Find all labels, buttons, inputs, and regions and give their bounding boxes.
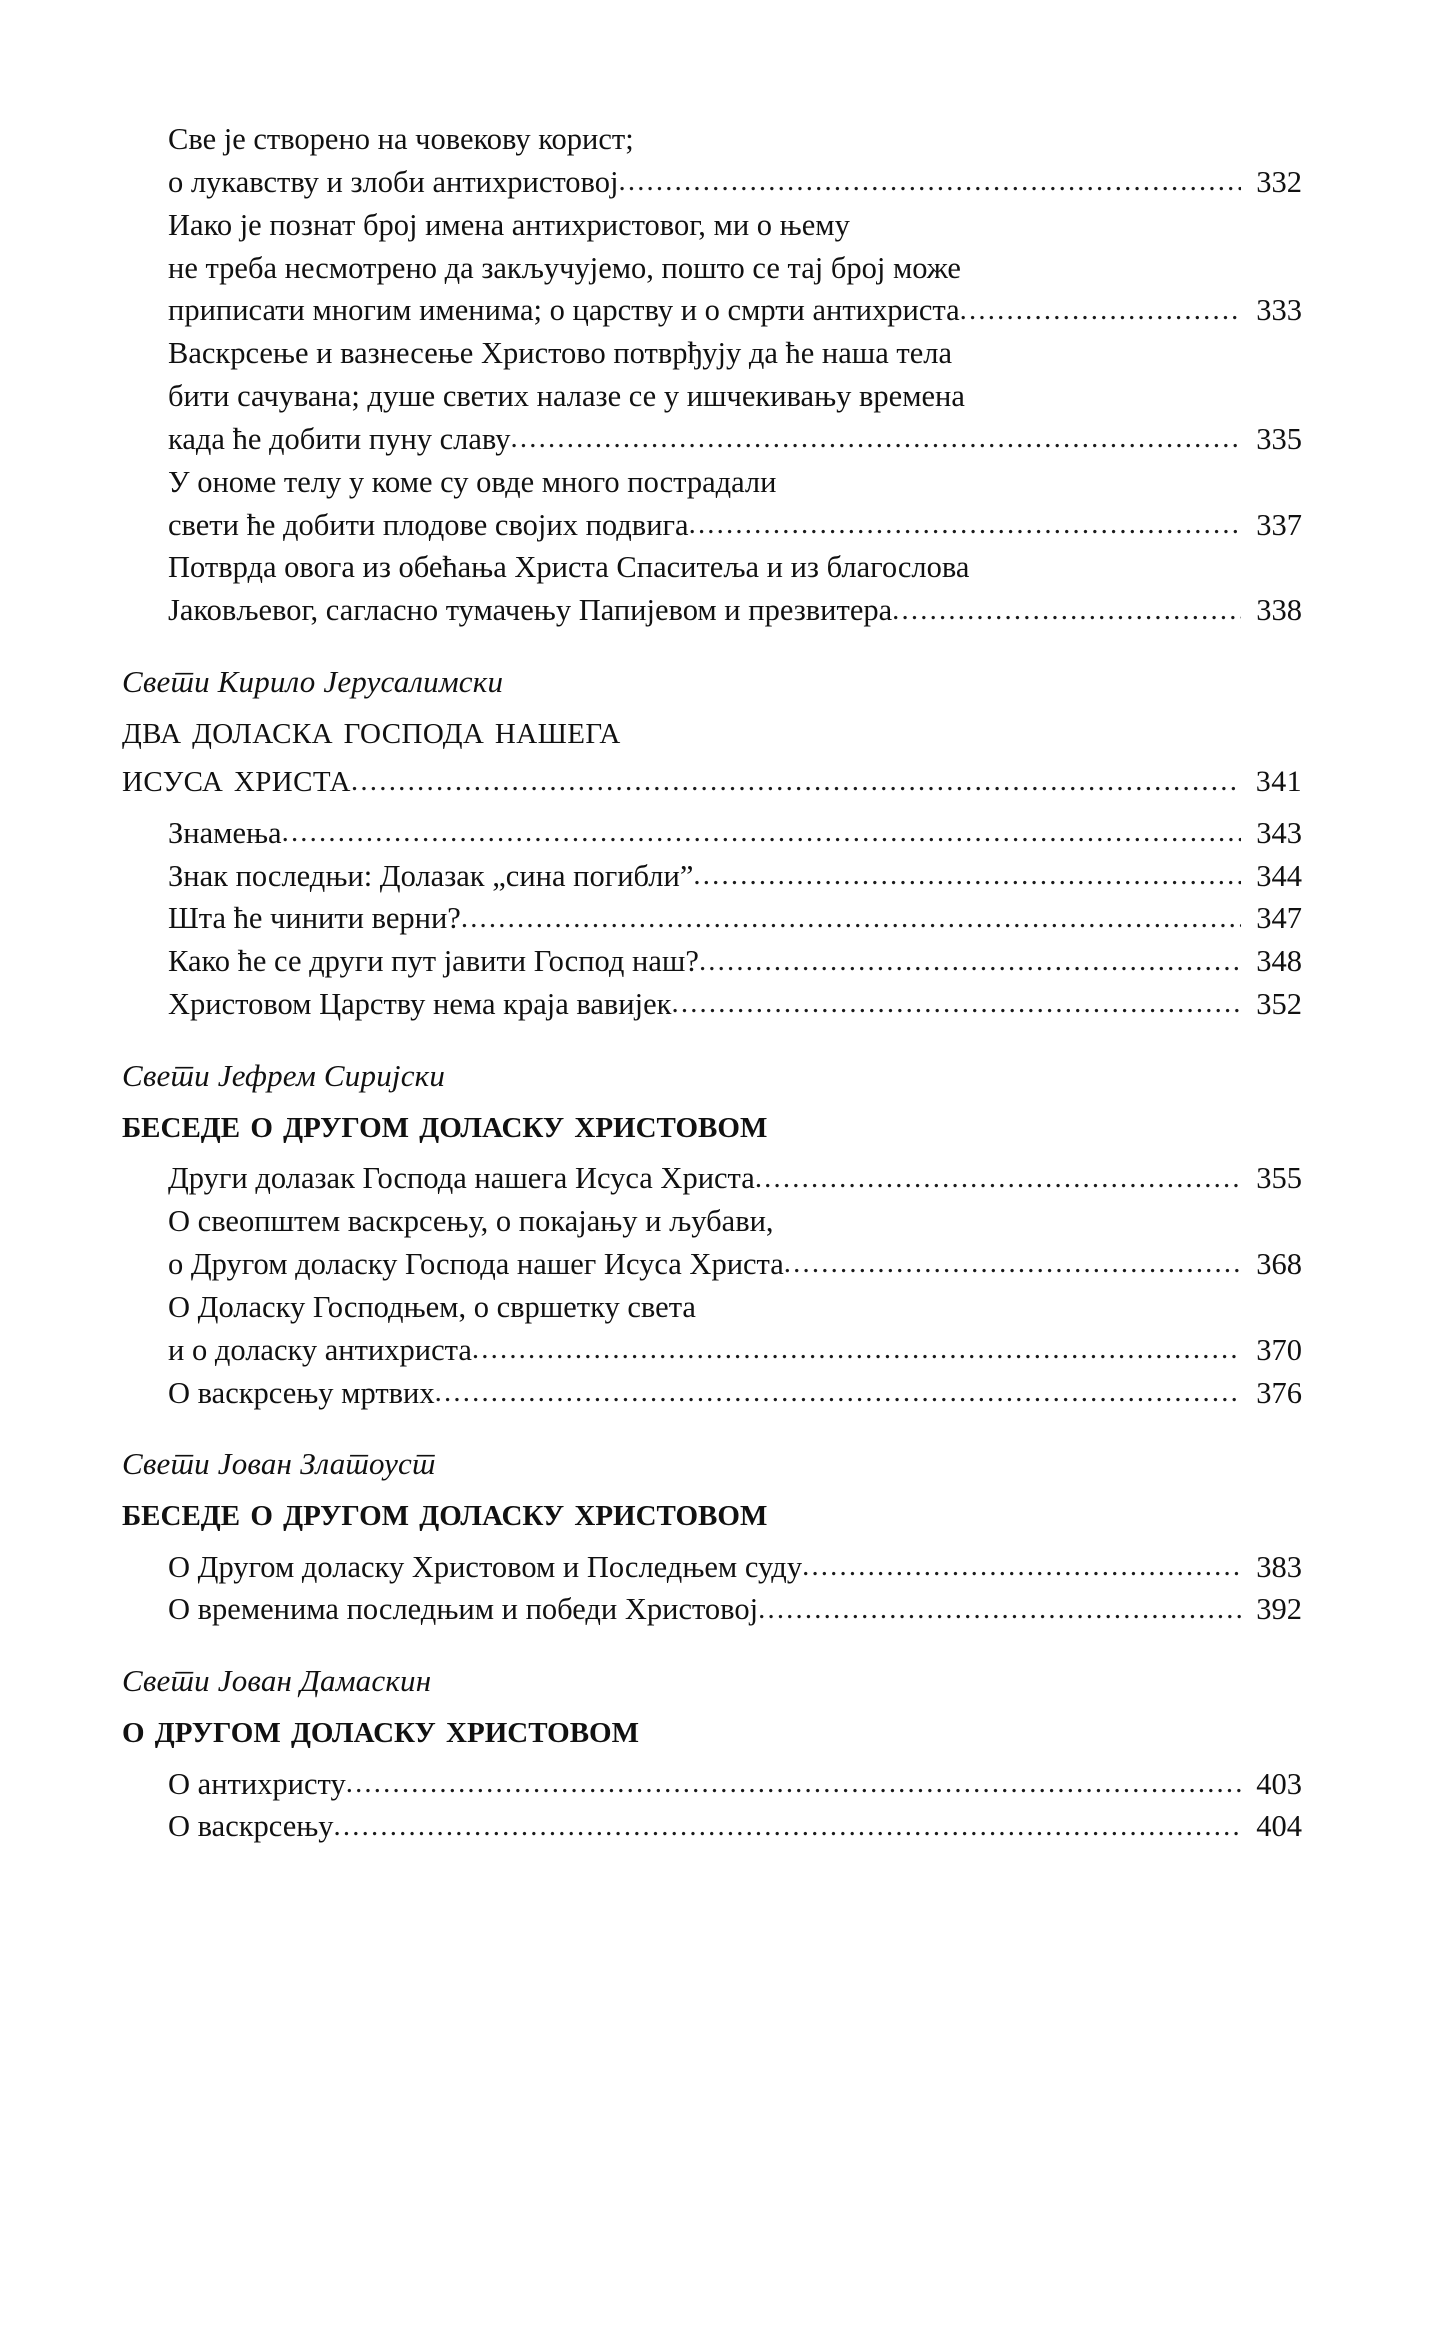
dot-leader [699, 941, 1241, 981]
section-entry-list [168, 1763, 1302, 1849]
toc-entry-label: Потврда овога из обећања Христа Спаситеља и из благослова [168, 550, 970, 585]
page-number: 352 [1256, 987, 1302, 1022]
dot-leader [802, 1546, 1241, 1586]
toc-entry-line[interactable] [168, 161, 1302, 204]
page-number: 343 [1256, 815, 1302, 850]
page-number: 355 [1256, 1161, 1302, 1196]
page-number: 376 [1256, 1375, 1302, 1410]
table-of-contents [122, 118, 1302, 1848]
page-number: 332 [1256, 164, 1302, 199]
section-author: Свети Јован Дамаскин [122, 1663, 432, 1699]
toc-entry-line[interactable] [168, 1286, 1302, 1329]
page-number: 341 [1255, 765, 1302, 799]
page-number: 383 [1256, 1549, 1302, 1584]
page-number: 344 [1256, 858, 1302, 893]
dot-leader [758, 1589, 1241, 1629]
toc-entry-line[interactable] [168, 1372, 1302, 1415]
toc-entry-label: Све је створено на човекову корист; [168, 122, 634, 156]
dot-leader [461, 898, 1241, 938]
toc-entry-line[interactable] [168, 589, 1302, 632]
toc-entry-line[interactable] [168, 940, 1302, 983]
toc-entry-line[interactable] [168, 1200, 1302, 1243]
toc-entry-label: два доласка господа нашега [122, 706, 621, 753]
toc-entry-line[interactable] [168, 461, 1302, 504]
toc-top-entries [168, 118, 1302, 632]
toc-entry-line[interactable] [168, 855, 1302, 898]
toc-entry[interactable] [168, 461, 1302, 547]
toc-entry[interactable] [168, 1805, 1302, 1848]
toc-entry-label: не треба несмотрено да закључујемо, пошто се тај број може [168, 250, 961, 285]
toc-entry[interactable] [168, 1157, 1302, 1200]
toc-entry[interactable] [168, 1546, 1302, 1589]
toc-entry-line[interactable] [168, 247, 1302, 290]
page-number: 370 [1256, 1332, 1302, 1367]
dot-leader [334, 1806, 1241, 1846]
toc-entry[interactable] [168, 1200, 1302, 1286]
toc-section [122, 1056, 1302, 1414]
toc-entry-line[interactable] [168, 332, 1302, 375]
toc-entry[interactable] [168, 983, 1302, 1026]
toc-entry[interactable] [168, 204, 1302, 333]
section-title[interactable] [122, 1487, 1302, 1535]
toc-entry-line[interactable] [168, 1243, 1302, 1286]
page-number: 335 [1256, 421, 1302, 456]
dot-leader [755, 1158, 1241, 1198]
section-author: Свети Јефрем Сиријски [122, 1058, 446, 1093]
page-number: 368 [1256, 1246, 1302, 1281]
toc-entry-label: Знамења [168, 815, 282, 850]
section-title[interactable] [122, 1099, 1302, 1147]
toc-entry-label: свети ће добити плодове својих подвига [168, 507, 689, 542]
section-title-line[interactable] [122, 1704, 1302, 1752]
toc-entry-label: када ће добити пуну славу [168, 421, 511, 456]
section-title-line[interactable] [122, 753, 1302, 801]
toc-entry-label: Иако је познат број имена антихристовог, ми о њему [168, 207, 850, 242]
toc-entry-label: приписати многим именима; о царству и о смрти антихриста [168, 293, 960, 328]
section-title-line[interactable] [122, 1099, 1302, 1147]
dot-leader [618, 161, 1241, 201]
toc-entry-line[interactable] [168, 289, 1302, 332]
page-number: 338 [1256, 593, 1302, 628]
section-entry-list [168, 812, 1302, 1026]
page-number: 347 [1256, 901, 1302, 936]
section-entry-list [168, 1157, 1302, 1414]
toc-section [122, 1661, 1302, 1848]
toc-entry-line[interactable] [168, 1329, 1302, 1372]
toc-entry[interactable] [168, 855, 1302, 898]
toc-entry-line[interactable] [168, 546, 1302, 589]
toc-entry-label: О Другом доласку Христовом и Последњем суду [168, 1549, 803, 1584]
dot-leader [346, 1763, 1241, 1803]
toc-entry[interactable] [168, 1286, 1302, 1372]
toc-entry-line[interactable] [168, 1763, 1302, 1806]
section-entry-list [168, 1546, 1302, 1632]
toc-entry-label: Како ће се други пут јавити Господ наш? [168, 944, 699, 979]
page-number: 348 [1256, 944, 1302, 979]
dot-leader [351, 764, 1241, 798]
toc-entry[interactable] [168, 546, 1302, 632]
toc-section [122, 662, 1302, 1026]
toc-entry-label: беседе о другом доласку христовом [122, 1099, 768, 1146]
toc-entry-label: О васкрсењу [168, 1809, 334, 1844]
dot-leader [784, 1243, 1241, 1283]
toc-entry[interactable] [168, 118, 1302, 204]
toc-entry-line[interactable] [168, 1157, 1302, 1200]
page-number: 392 [1256, 1592, 1302, 1627]
toc-entry-line[interactable] [168, 418, 1302, 461]
dot-leader [435, 1372, 1241, 1412]
toc-entry-label: о Другом доласку Господа нашег Исуса Христа [168, 1246, 784, 1281]
toc-entry-label: исуса христа [122, 754, 351, 801]
spacer [122, 1753, 1302, 1763]
toc-entry-label: и о доласку антихриста [168, 1332, 472, 1367]
spacer [122, 802, 1302, 812]
dot-leader [960, 290, 1241, 330]
section-title-line[interactable] [122, 1487, 1302, 1535]
toc-entry-line[interactable] [168, 983, 1302, 1026]
section-title[interactable] [122, 705, 1302, 802]
toc-entry-line[interactable] [168, 204, 1302, 247]
toc-entry-line[interactable] [168, 812, 1302, 855]
page-number: 333 [1256, 293, 1302, 328]
toc-entry-label: Васкрсење и вазнесење Христово потврђују да ће наша тела [168, 336, 953, 371]
toc-entry-line[interactable] [168, 1805, 1302, 1848]
dot-leader [511, 418, 1241, 458]
toc-entry[interactable] [168, 1588, 1302, 1631]
toc-entry-label: О васкрсењу мртвих [168, 1375, 435, 1410]
section-author: Свети Кирило Јерусалимски [122, 664, 504, 700]
toc-entry-label: Шта ће чинити верни? [168, 901, 461, 936]
toc-entry-label: У ономе телу у коме су овде много пострадали [168, 464, 777, 499]
toc-entry[interactable] [168, 897, 1302, 940]
section-author: Свети Јован Златоуст [122, 1446, 436, 1482]
toc-entry-label: О Доласку Господњем, о свршетку света [168, 1289, 696, 1324]
toc-entry[interactable] [168, 1372, 1302, 1415]
toc-entry-label: о лукавству и злоби антихристовој [168, 164, 619, 199]
dot-leader [671, 983, 1241, 1023]
toc-entry-line[interactable] [168, 504, 1302, 547]
dot-leader [282, 812, 1241, 852]
toc-entry-label: О свеопштем васкрсењу, о покајању и љубави, [168, 1204, 774, 1239]
toc-entry-line[interactable] [168, 1546, 1302, 1589]
dot-leader [472, 1329, 1241, 1369]
section-title[interactable] [122, 1704, 1302, 1752]
dot-leader [892, 590, 1241, 630]
toc-entry[interactable] [168, 940, 1302, 983]
toc-entry-label: Знак последњи: Долазак „сина погибли” [168, 858, 694, 893]
toc-entry[interactable] [168, 812, 1302, 855]
toc-entry-label: О антихристу [168, 1766, 346, 1801]
toc-entry-label: о другом доласку христовом [122, 1705, 639, 1752]
toc-section [122, 1444, 1302, 1631]
toc-entry-label: беседе о другом доласку христовом [122, 1488, 768, 1535]
page-number: 403 [1256, 1766, 1302, 1801]
toc-entry-label: бити сачувана; душе светих налазе се у ишчекивању времена [168, 379, 965, 414]
toc-entry-line[interactable] [168, 118, 1302, 161]
toc-entry-line[interactable] [168, 897, 1302, 940]
toc-entry-label: Христовом Царству нема краја вавијек [168, 987, 672, 1022]
dot-leader [689, 504, 1241, 544]
page-number: 404 [1256, 1809, 1302, 1844]
toc-entry-line[interactable] [168, 375, 1302, 418]
toc-entry-label: О временима последњим и победи Христовој [168, 1592, 759, 1627]
toc-entry[interactable] [168, 332, 1302, 461]
toc-entry-label: Јаковљевог, сагласно тумачењу Папијевом и презвитера [168, 593, 893, 628]
section-title-line[interactable] [122, 705, 1302, 753]
spacer [122, 1536, 1302, 1546]
toc-entry-label: Други долазак Господа нашега Исуса Христа [168, 1161, 755, 1196]
toc-entry[interactable] [168, 1763, 1302, 1806]
toc-entry-line[interactable] [168, 1588, 1302, 1631]
dot-leader [693, 855, 1241, 895]
spacer [122, 1147, 1302, 1157]
page-number: 337 [1256, 507, 1302, 542]
